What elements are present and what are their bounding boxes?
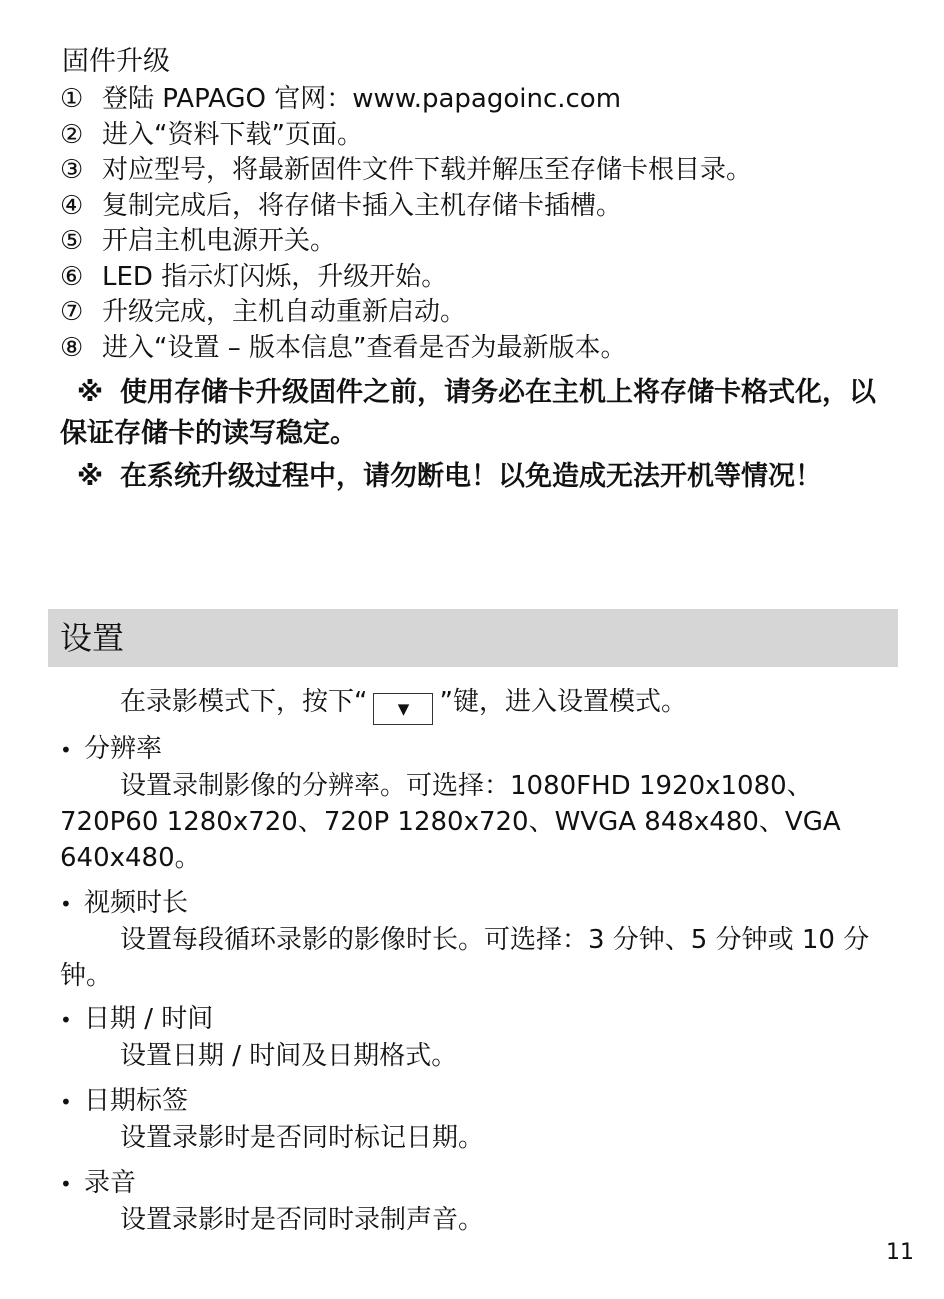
warning-text: 在系统升级过程中，请勿断电！以免造成无法开机等情况！ — [120, 461, 822, 492]
down-key-icon: ▼ — [373, 693, 433, 725]
step-text: 进入“设置 – 版本信息”查看是否为最新版本。 — [102, 332, 627, 363]
setting-description: 设置日期 / 时间及日期格式。 — [120, 1041, 458, 1071]
setting-description: 设置录制影像的分辨率。可选择：1080FHD 1920x1080、720P60 1280x720、720P 1280x720、WVGA 848x480、VGA 640x480。 — [60, 771, 841, 873]
settings-section-title: 设置 — [60, 619, 125, 657]
settings-intro — [120, 684, 687, 725]
firmware-upgrade-heading: 固件升级 — [62, 46, 170, 77]
bullet-icon: • — [60, 738, 72, 762]
firmware-steps-list — [60, 82, 752, 366]
setting-description: 设置每段循环录影的影像时长。可选择：3 分钟、5 分钟或 10 分钟。 — [60, 925, 870, 991]
step-text: 升级完成，主机自动重新启动。 — [102, 297, 467, 327]
setting-label: 日期标签 — [84, 1086, 189, 1116]
intro-text-before: 在录影模式下，按下“ — [120, 687, 368, 717]
warning-text: 使用存储卡升级固件之前，请务必在主机上将存储卡格式化，以保证存储卡的读写稳定。 — [60, 377, 876, 449]
page-number: 11 — [886, 1240, 914, 1265]
firmware-step — [60, 118, 752, 154]
setting-label: 录音 — [84, 1168, 137, 1198]
step-text: 登陆 PAPAGO 官网：www.papagoinc.com — [102, 84, 622, 114]
step-number: ① — [60, 84, 84, 114]
step-number: ④ — [60, 190, 84, 221]
bullet-icon: • — [60, 892, 72, 916]
step-number: ③ — [60, 155, 84, 185]
firmware-step — [60, 224, 752, 260]
warning-no-power-off — [60, 456, 880, 497]
setting-label: 分辨率 — [84, 734, 163, 764]
step-text: 对应型号，将最新固件文件下载并解压至存储卡根目录。 — [102, 155, 753, 185]
firmware-step — [60, 189, 752, 225]
setting-item-video-length — [60, 885, 900, 994]
firmware-step — [60, 260, 752, 296]
bullet-icon: • — [60, 1172, 72, 1196]
step-text: 进入“资料下载”页面。 — [102, 119, 363, 150]
reference-mark-icon: ※ — [76, 377, 104, 408]
firmware-step — [60, 82, 752, 118]
setting-item-date-time — [60, 1001, 900, 1074]
reference-mark-icon: ※ — [76, 461, 104, 492]
step-text: 复制完成后，将存储卡插入主机存储卡插槽。 — [102, 190, 623, 221]
intro-text-after: ”键，进入设置模式。 — [439, 687, 687, 717]
setting-item-resolution — [60, 731, 900, 876]
bullet-icon: • — [60, 1090, 72, 1114]
step-number: ⑥ — [60, 261, 84, 292]
setting-label: 日期 / 时间 — [84, 1004, 214, 1034]
settings-section-header — [48, 609, 898, 667]
firmware-step — [60, 331, 752, 367]
setting-item-date-stamp — [60, 1083, 900, 1156]
setting-label: 视频时长 — [84, 888, 189, 918]
step-text: 开启主机电源开关。 — [102, 226, 337, 256]
firmware-step — [60, 295, 752, 331]
setting-description: 设置录影时是否同时录制声音。 — [120, 1205, 485, 1235]
step-number: ⑤ — [60, 226, 84, 256]
step-number: ⑦ — [60, 297, 84, 327]
setting-description: 设置录影时是否同时标记日期。 — [120, 1123, 485, 1153]
step-number: ⑧ — [60, 332, 84, 363]
warning-format-card — [60, 372, 880, 454]
step-number: ② — [60, 119, 84, 150]
bullet-icon: • — [60, 1008, 72, 1032]
firmware-step — [60, 153, 752, 189]
step-text: LED 指示灯闪烁，升级开始。 — [102, 261, 448, 292]
setting-item-audio-recording — [60, 1165, 900, 1238]
